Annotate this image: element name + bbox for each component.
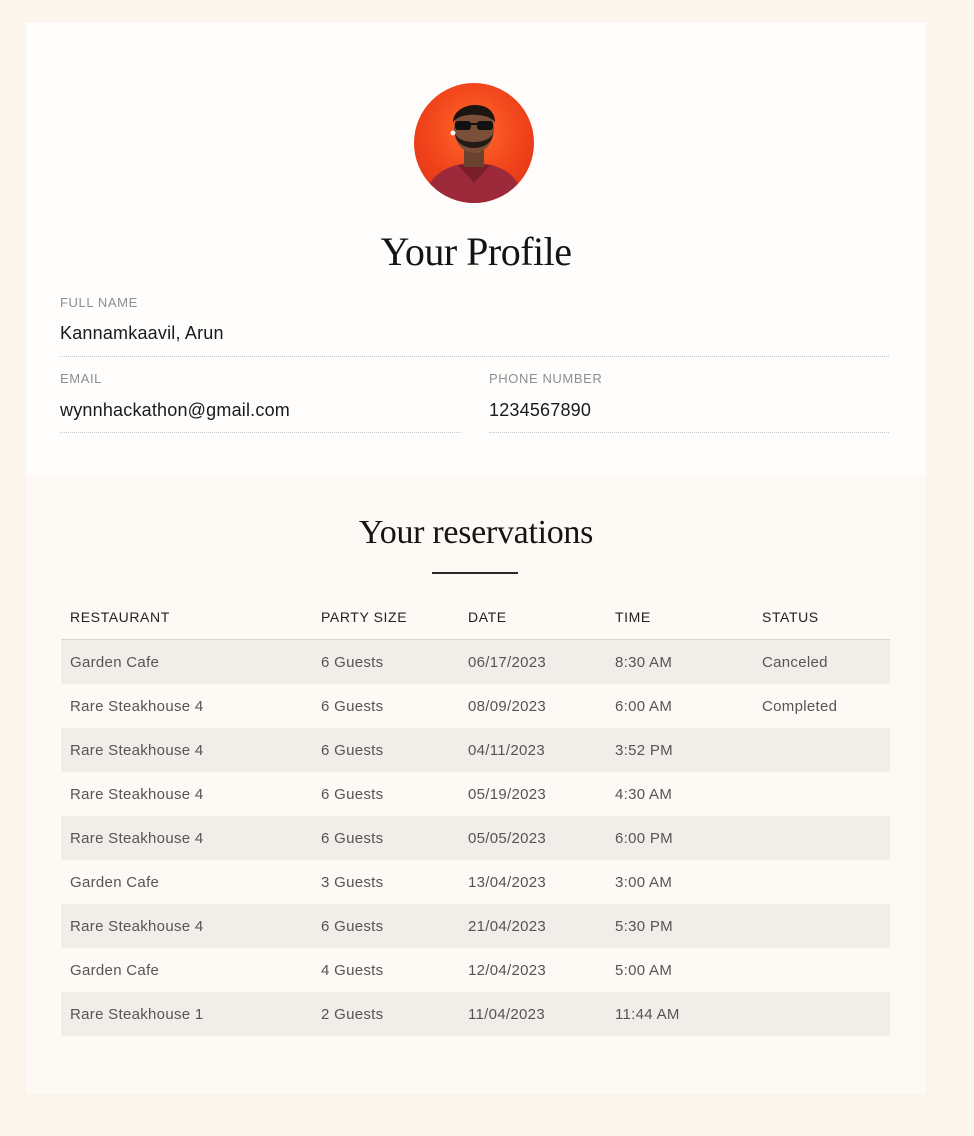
cell-party-size: 2 Guests (312, 992, 459, 1036)
table-row[interactable] (61, 992, 890, 1036)
cell-status (753, 728, 890, 772)
cell-time: 3:00 AM (606, 860, 753, 904)
cell-restaurant: Garden Cafe (61, 640, 312, 685)
cell-party-size: 6 Guests (312, 816, 459, 860)
cell-restaurant: Rare Steakhouse 4 (61, 728, 312, 772)
full-name-underline (60, 356, 889, 357)
cell-party-size: 6 Guests (312, 728, 459, 772)
table-row[interactable] (61, 640, 890, 685)
cell-restaurant: Garden Cafe (61, 948, 312, 992)
table-row[interactable] (61, 684, 890, 728)
cell-party-size: 6 Guests (312, 684, 459, 728)
column-header-restaurant: RESTAURANT (61, 595, 312, 640)
cell-restaurant: Rare Steakhouse 4 (61, 684, 312, 728)
reservations-table (61, 595, 890, 1036)
profile-section (26, 22, 926, 475)
cell-date: 05/05/2023 (459, 816, 606, 860)
column-header-time: TIME (606, 595, 753, 640)
cell-restaurant: Rare Steakhouse 1 (61, 992, 312, 1036)
cell-restaurant: Garden Cafe (61, 860, 312, 904)
column-header-status: STATUS (753, 595, 890, 640)
table-row[interactable] (61, 728, 890, 772)
phone-field[interactable]: 1234567890 (489, 400, 592, 420)
cell-restaurant: Rare Steakhouse 4 (61, 904, 312, 948)
email-field[interactable]: wynnhackathon@gmail.com (60, 400, 290, 420)
table-header-row (61, 595, 890, 640)
cell-time: 3:52 PM (606, 728, 753, 772)
cell-status (753, 772, 890, 816)
cell-date: 11/04/2023 (459, 992, 606, 1036)
cell-date: 04/11/2023 (459, 728, 606, 772)
cell-date: 08/09/2023 (459, 684, 606, 728)
cell-status: Completed (753, 684, 890, 728)
reservations-title-underline (432, 572, 518, 574)
cell-status: Canceled (753, 640, 890, 685)
cell-party-size: 4 Guests (312, 948, 459, 992)
email-underline (60, 432, 461, 433)
cell-party-size: 6 Guests (312, 640, 459, 685)
column-header-date: DATE (459, 595, 606, 640)
cell-time: 8:30 AM (606, 640, 753, 685)
cell-party-size: 3 Guests (312, 860, 459, 904)
cell-time: 4:30 AM (606, 772, 753, 816)
phone-label: PHONE NUMBER (489, 371, 603, 386)
cell-party-size: 6 Guests (312, 772, 459, 816)
page-title: Your Profile (380, 229, 572, 274)
table-row[interactable] (61, 816, 890, 860)
cell-status (753, 860, 890, 904)
cell-date: 05/19/2023 (459, 772, 606, 816)
table-row[interactable] (61, 772, 890, 816)
profile-card (26, 22, 926, 1094)
avatar-photo-icon (414, 83, 534, 203)
cell-time: 6:00 AM (606, 684, 753, 728)
table-row[interactable] (61, 860, 890, 904)
phone-underline (489, 432, 889, 433)
cell-status (753, 948, 890, 992)
cell-time: 6:00 PM (606, 816, 753, 860)
full-name-field[interactable]: Kannamkaavil, Arun (60, 323, 224, 343)
cell-time: 5:00 AM (606, 948, 753, 992)
cell-party-size: 6 Guests (312, 904, 459, 948)
cell-time: 5:30 PM (606, 904, 753, 948)
cell-date: 06/17/2023 (459, 640, 606, 685)
full-name-label: FULL NAME (60, 295, 138, 310)
cell-restaurant: Rare Steakhouse 4 (61, 816, 312, 860)
table-row[interactable] (61, 948, 890, 992)
cell-time: 11:44 AM (606, 992, 753, 1036)
cell-date: 21/04/2023 (459, 904, 606, 948)
avatar[interactable] (414, 83, 534, 203)
reservations-title: Your reservations (358, 514, 594, 551)
email-label: EMAIL (60, 371, 103, 386)
cell-date: 12/04/2023 (459, 948, 606, 992)
column-header-party-size: PARTY SIZE (312, 595, 459, 640)
cell-status (753, 992, 890, 1036)
cell-status (753, 816, 890, 860)
table-row[interactable] (61, 904, 890, 948)
cell-restaurant: Rare Steakhouse 4 (61, 772, 312, 816)
cell-status (753, 904, 890, 948)
cell-date: 13/04/2023 (459, 860, 606, 904)
